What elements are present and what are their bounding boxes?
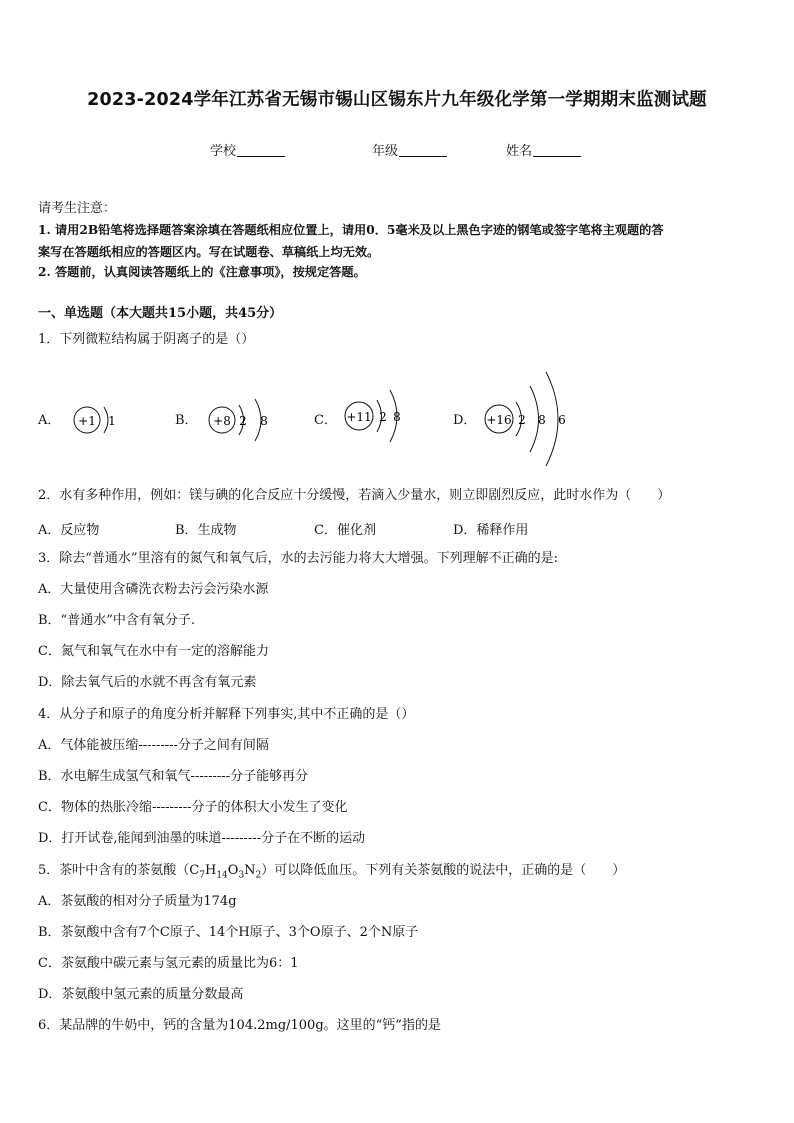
q1-option-c-diagram <box>340 387 422 447</box>
q2-option-c: C．催化剂 <box>314 523 376 538</box>
q1-option-d-letter: D． <box>453 413 477 428</box>
q2-option-d: D．稀释作用 <box>453 523 529 538</box>
school-label: 学校 <box>210 144 237 159</box>
q5-stem-pre: 5．茶叶中含有的茶氨酸（ <box>38 863 190 878</box>
q5-option-d: D．茶氨酸中氢元素的质量分数最高 <box>38 987 244 1002</box>
grade-label: 年级 <box>372 144 399 159</box>
grade-field <box>372 140 447 159</box>
question-4-stem: 4．从分子和原子的角度分析并解释下列事实,其中不正确的是（） <box>38 707 415 722</box>
notice-line-1a: 1. 请用2B铅笔将选择题答案涂填在答题纸相应位置上，请用0．5毫米及以上黑色字迹的钢笔或签字笔将主观题的答 <box>38 223 664 237</box>
q3-option-b: B．“普通水”中含有氧分子. <box>38 613 195 628</box>
q5-option-b: B．茶氨酸中含有7个C原子、14个H原子、3个O原子、2个N原子 <box>38 925 419 940</box>
shell-electrons-1: 2 <box>518 413 526 427</box>
shell-electrons-2: 8 <box>393 410 401 424</box>
nucleus-charge: +16 <box>486 413 512 427</box>
electron-shell-arc <box>546 372 558 466</box>
notice-line-1b: 案写在答题纸相应的答题区内。写在试题卷、草稿纸上均无效。 <box>38 245 380 259</box>
name-blank[interactable] <box>533 143 581 157</box>
q1-option-a-letter: A． <box>38 413 61 428</box>
name-label: 姓名 <box>506 144 533 159</box>
q3-option-a: A．大量使用含磷洗衣粉去污会污染水源 <box>38 582 269 597</box>
q5-formula: $C_7H_{14}O_3N_2$ <box>189 863 262 881</box>
q1-option-a-diagram <box>66 395 136 445</box>
q4-option-d: D．打开试卷,能闻到油墨的味道---------分子在不断的运动 <box>38 831 366 846</box>
q5-option-c: C．茶氨酸中碳元素与氢元素的质量比为6：1 <box>38 956 299 971</box>
nucleus-charge: +8 <box>213 414 231 428</box>
shell-electrons-2: 8 <box>260 414 268 428</box>
nucleus-charge: +11 <box>346 410 372 424</box>
nucleus-charge: +1 <box>78 414 96 428</box>
q5-option-a: A．茶氨酸的相对分子质量为174g <box>38 894 237 909</box>
shell-electrons-3: 6 <box>558 413 566 427</box>
q4-option-a: A．气体能被压缩---------分子之间有间隔 <box>38 738 269 753</box>
question-3-stem: 3．除去“普通水”里溶有的氮气和氧气后，水的去污能力将大大增强。下列理解不正确的是: <box>38 551 558 566</box>
q2-option-a: A．反应物 <box>38 523 100 538</box>
question-5-stem <box>38 861 625 886</box>
q3-option-d: D．除去氧气后的水就不再含有氧元素 <box>38 675 257 690</box>
question-2-stem: 2．水有多种作用，例如：镁与碘的化合反应十分缓慢，若滴入少量水，则立即剧烈反应，此时水作为（ ） <box>38 488 671 503</box>
exam-title: 2023-2024学年江苏省无锡市锡山区锡东片九年级化学第一学期期末监测试题 <box>87 90 707 110</box>
grade-blank[interactable] <box>399 143 447 157</box>
question-6-stem: 6．某品牌的牛奶中，钙的含量为104.2mg/100g。这里的“钙”指的是 <box>38 1018 441 1033</box>
q1-option-c-letter: C． <box>314 413 337 428</box>
name-field <box>506 140 581 159</box>
q1-option-b-diagram <box>202 393 282 447</box>
section-heading: 一、单选题（本大题共15小题，共45分） <box>38 306 283 321</box>
q4-option-b: B．水电解生成氢气和氧气---------分子能够再分 <box>38 769 309 784</box>
question-1-stem: 1．下列微粒结构属于阴离子的是（） <box>38 332 255 347</box>
q5-stem-post: ）可以降低血压。下列有关茶氨酸的说法中，正确的是（ ） <box>261 863 626 878</box>
q1-option-d-diagram <box>480 368 590 468</box>
notice-heading: 请考生注意： <box>38 201 117 216</box>
shell-electrons-2: 8 <box>538 413 546 427</box>
school-field <box>210 140 285 159</box>
q2-option-b: B．生成物 <box>175 523 237 538</box>
school-blank[interactable] <box>237 143 285 157</box>
shell-electrons-1: 2 <box>239 414 247 428</box>
shell-electrons-1: 2 <box>379 410 387 424</box>
notice-line-2: 2. 答题前，认真阅读答题纸上的《注意事项》，按规定答题。 <box>38 265 366 279</box>
q1-option-b-letter: B． <box>175 413 198 428</box>
shell-electrons-1: 1 <box>108 414 116 428</box>
q4-option-c: C．物体的热胀冷缩---------分子的体积大小发生了变化 <box>38 800 348 815</box>
q3-option-c: C．氮气和氧气在水中有一定的溶解能力 <box>38 644 269 659</box>
